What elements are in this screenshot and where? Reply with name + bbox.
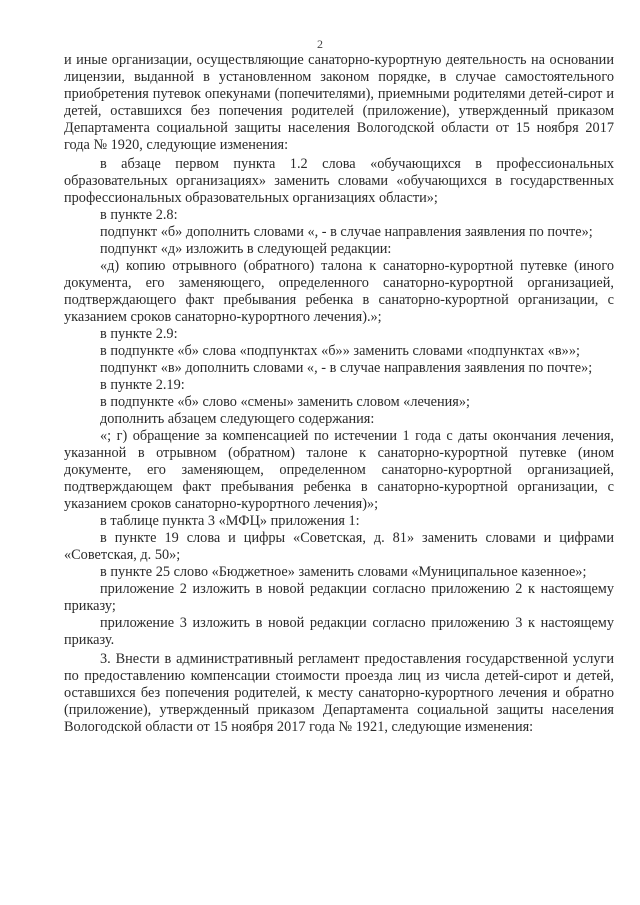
paragraph-subpoint-d-text: «д) копию отрывного (обратного) талона к санаторно-курортной путевке (иного документа, его заменяющего, определенного санаторно-курортной организацией, подтверждающего факт пребывания ребенка в санаторно-курортной организации, с указанием сроков санаторно-курортного лечения).»; <box>64 258 614 325</box>
paragraph-intro: и иные организации, осуществляющие санаторно-курортную деятельность на основании лицензии, выданной в установленном законом порядке, в случае самостоятельного приобретения путевок опекунами (попечителями), приемными родителями детей-сирот и детей, оставшихся без попечения родителей (приложение), утвержденный приказом Департамента социальной защиты населения Вологодской области от 15 ноября 2017 года № 1920, следующие изменения: <box>64 52 614 153</box>
paragraph-appendix-2: приложение 2 изложить в новой редакции согласно приложению 2 к настоящему приказу; <box>64 581 614 614</box>
paragraph-appendix-3: приложение 3 изложить в новой редакции согласно приложению 3 к настоящему приказу. <box>64 615 614 648</box>
paragraph-add-abzac: дополнить абзацем следующего содержания: <box>100 411 375 427</box>
paragraph-point-2-8: в пункте 2.8: <box>100 207 178 223</box>
paragraph-2-9-b: в подпункте «б» слова «подпунктах «б»» заменить словами «подпунктах «в»»; <box>100 343 580 359</box>
paragraph-table-row-19: в пункте 19 слова и цифры «Советская, д. 81» заменить словами и цифрами «Советская, д. 50»; <box>64 530 614 563</box>
paragraph-table-mfc: в таблице пункта 3 «МФЦ» приложения 1: <box>100 513 360 529</box>
paragraph-2-9-v: подпункт «в» дополнить словами «, - в случае направления заявления по почте»; <box>100 360 593 376</box>
page-number: 2 <box>317 37 323 51</box>
paragraph-2-19-b: в подпункте «б» слово «смены» заменить словом «лечения»; <box>100 394 470 410</box>
paragraph-subpoint-b: подпункт «б» дополнить словами «, - в случае направления заявления по почте»; <box>100 224 593 240</box>
paragraph-amend-1-2: в абзаце первом пункта 1.2 слова «обучающихся в профессиональных образовательных организациях» заменить словами «обучающихся в государственных профессиональных образовательных организациях области»; <box>64 156 614 206</box>
paragraph-abzac-g: «; г) обращение за компенсацией по истечении 1 года с даты окончания лечения, указанной в отрывном (обратном) талоне к санаторно-курортной путевке (ином документе, его заменяющем, определенном санаторно-курортной организацией, подтверждающем факт пребывания ребенка в санаторно-курортной организации, с указанием сроков санаторно-курортного лечения)»; <box>64 428 614 512</box>
paragraph-table-row-25: в пункте 25 слово «Бюджетное» заменить словами «Муниципальное казенное»; <box>100 564 587 580</box>
paragraph-point-2-9: в пункте 2.9: <box>100 326 178 342</box>
paragraph-subpoint-d: подпункт «д» изложить в следующей редакции: <box>100 241 392 257</box>
paragraph-item-3: 3. Внести в административный регламент предоставления государственной услуги по предоставлению компенсации стоимости проезда лиц из числа детей-сирот и детей, оставшихся без попечения родителей, к месту санаторно-курортного лечения и обратно (приложение), утвержденный приказом Департамента социальной защиты населения Вологодской области от 15 ноября 2017 года № 1921, следующие изменения: <box>64 651 614 735</box>
document-body <box>64 52 614 736</box>
paragraph-point-2-19: в пункте 2.19: <box>100 377 185 393</box>
